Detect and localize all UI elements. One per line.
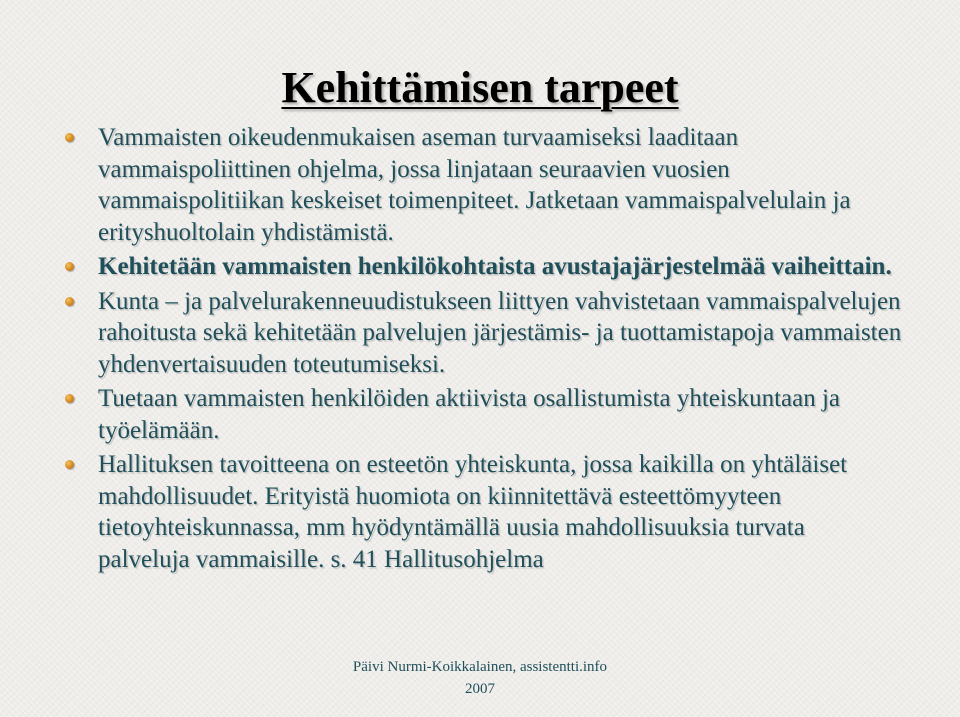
bullet-dot-icon xyxy=(65,394,74,403)
bullet-text: Kunta – ja palvelurakenneuudistukseen liittyen vahvistetaan vammaispalvelujen rahoitusta sekä kehitetään palvelujen järjestämis- ja tuottamistapoja vammaisten yhdenvertaisuuden toteutumiseksi. xyxy=(98,287,902,378)
footer-author: Päivi Nurmi-Koikkalainen, assistentti.info xyxy=(352,659,608,675)
bullet-dot-icon xyxy=(65,460,74,469)
bullet-item xyxy=(62,449,902,575)
bullet-text: Hallituksen tavoitteena on esteetön yhteiskunta, jossa kaikilla on yhtäläiset mahdollisuudet. Erityistä huomiota on kiinnitettävä esteettömyyteen tietoyhteiskunnassa, mm hyödyntämällä uusia mahdollisuuksia turvata palveluja vammaisille. s. 41 Hallitusohjelma xyxy=(98,451,848,573)
bullet-list xyxy=(62,122,902,578)
footer-year: 2007 xyxy=(465,681,495,697)
bullet-text: Tuetaan vammaisten henkilöiden aktiivista osallistumista yhteiskuntaan ja työelämään. xyxy=(98,385,841,444)
bullet-dot-icon xyxy=(65,297,74,306)
bullet-item xyxy=(62,383,902,446)
bullet-text: Vammaisten oikeudenmukaisen aseman turvaamiseksi laaditaan vammaispoliittinen ohjelma, jossa linjataan seuraavien vuosien vammaispolitiikan keskeiset toimenpiteet. Jatketaan vammaispalvelulain ja erityshuoltolain yhdistämistä. xyxy=(98,124,851,246)
bullet-item xyxy=(62,286,902,381)
slide-title: Kehittämisen tarpeet xyxy=(281,63,679,112)
bullet-item xyxy=(62,122,902,248)
bullet-text: Kehitetään vammaisten henkilökohtaista avustajajärjestelmää vaiheittain. xyxy=(98,253,892,280)
bullet-dot-icon xyxy=(65,262,74,271)
slide-footer xyxy=(310,656,650,700)
bullet-item xyxy=(62,251,902,283)
bullet-dot-icon xyxy=(65,133,74,142)
